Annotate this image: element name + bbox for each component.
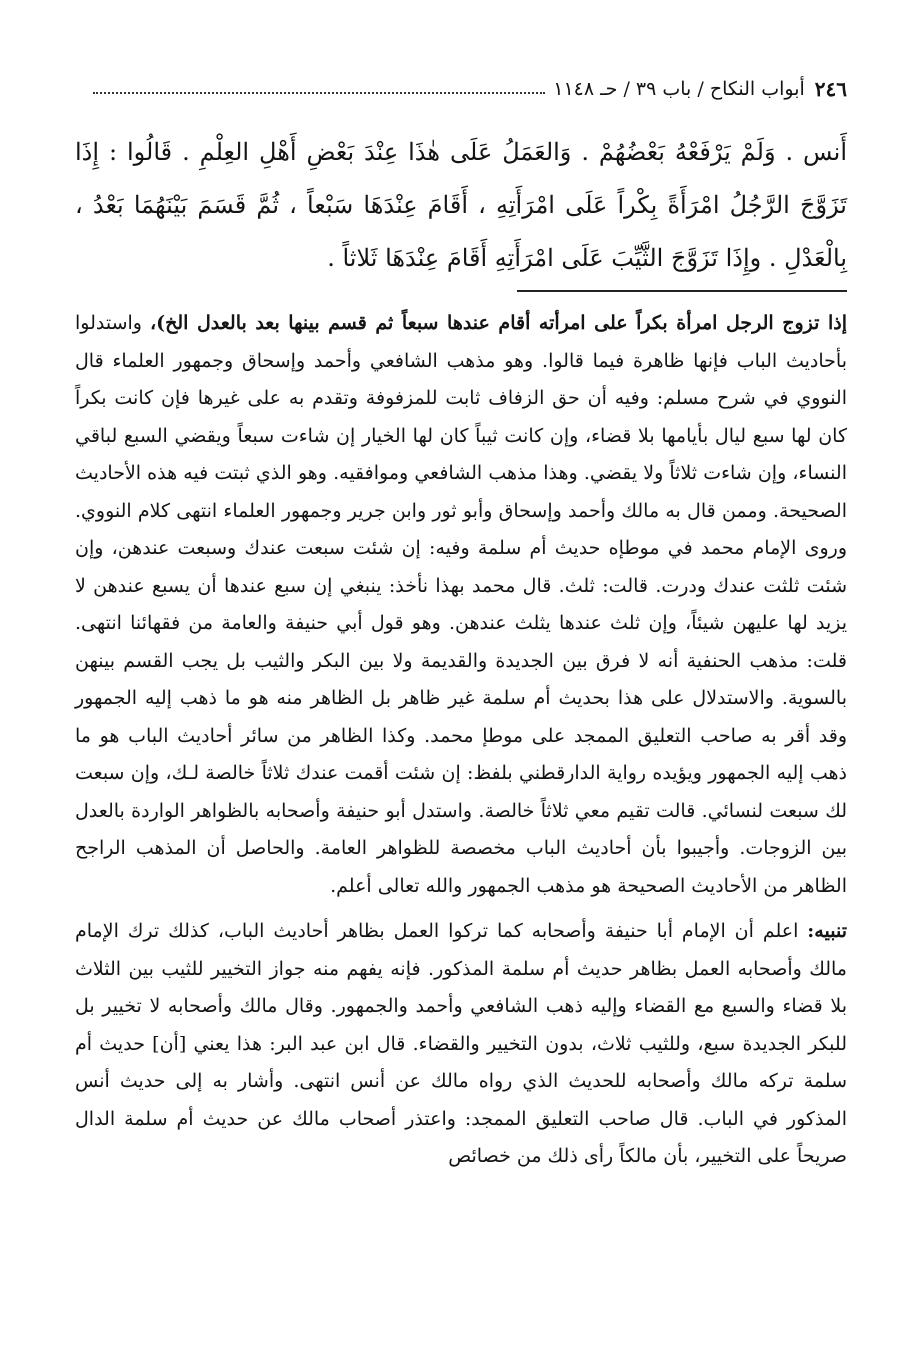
chapter-title: أبواب النكاح / باب ٣٩ / حـ ١١٤٨ [553, 78, 805, 100]
commentary-block [75, 305, 847, 1176]
running-header [75, 72, 847, 106]
hadith-text-block [75, 126, 847, 285]
chapter-title-row [85, 78, 805, 100]
commentary-lemma: إذا تزوج الرجل امرأة بكراً على امرأته أقام عندها سبعاً ثم قسم بينها بعد بالعدل الخ)، [149, 312, 847, 334]
book-page [75, 58, 847, 1328]
hadith-paragraph: أَنس . وَلَمْ يَرْفَعْهُ بَعْضُهُمْ . وَالعَمَلُ عَلَى هٰذَا عِنْدَ بَعْضِ أَهْلِ العِلْمِ . قَالُوا : إِذَا تَزَوَّجَ الرَّجُلُ امْرَأَةً بِكْراً عَلَى امْرَأَتِهِ ، أَقَامَ عِنْدَهَا سَبْعاً ، ثُمَّ قَسَمَ بَيْنَهُمَا بَعْدُ ، بِالْعَدْلِ . وإِذَا تَزَوَّجَ الثَّيِّبَ عَلَى امْرَأَتِهِ أَقَامَ عِنْدَهَا ثَلاثاً . [75, 138, 847, 272]
footnote-separator [517, 290, 847, 292]
page-number: ٢٤٦ [814, 77, 847, 101]
leader-dots [93, 84, 545, 94]
note-label: تنبيه: [807, 920, 847, 942]
commentary-paragraph-2-text: اعلم أن الإمام أبا حنيفة وأصحابه كما تركوا العمل بظاهر أحاديث الباب، كذلك ترك الإمام مالك وأصحابه العمل بظاهر حديث أم سلمة المذكور. فإنه يفهم منه جواز التخيير للثيب بين الثلاث بلا قضاء والسبع مع القضاء وإليه ذهب الشافعي وأحمد والجمهور. وقال مالك وأصحابه لا تخيير بل للبكر الجديدة سبع، وللثيب ثلاث، بدون التخيير والقضاء. قال ابن عبد البر: هذا يعني [أن] حديث أم سلمة تركه مالك وأصحابه للحديث الذي رواه مالك عن أنس انتهى. وأشار به إلى حديث أنس المذكور في الباب. قال صاحب التعليق الممجد: واعتذر أصحاب مالك عن حديث أم سلمة الدال صريحاً على التخيير، بأن مالكاً رأى ذلك من خصائص [75, 920, 847, 1167]
commentary-paragraph-1-text: واستدلوا بأحاديث الباب فإنها ظاهرة فيما قالوا. وهو مذهب الشافعي وأحمد وإسحاق وجمهور العلماء قال النووي في شرح مسلم: وفيه أن حق الزفاف ثابت للمزفوفة وتقدم به على غيرها فإن كانت بكراً كان لها سبع ليال بأيامها بلا قضاء، وإن كانت ثيباً كان لها الخيار إن شاءت سبعاً ويقضي السبع لباقي النساء، وإن شاءت ثلاثاً ولا يقضي. وهذا مذهب الشافعي وموافقيه. وهو الذي ثبتت فيه هذه الأحاديث الصحيحة. وممن قال به مالك وأحمد وإسحاق وأبو ثور وابن جرير وجمهور العلماء انتهى كلام النووي. وروى الإمام محمد في موطإه حديث أم سلمة وفيه: إن شئت سبعت عندك وسبعت عندهن، وإن شئت ثلثت عندك ودرت. قالت: ثلث. قال محمد بهذا نأخذ: ينبغي إن سبع عندها أن يسبع عندهن لا يزيد لها عليهن شيئاً، وإن ثلث عندها يثلث عندهن. وهو قول أبي حنيفة والعامة من فقهائنا انتهى. قلت: مذهب الحنفية أنه لا فرق بين الجديدة والقديمة ولا بين البكر والثيب بل يجب القسم بينهن بالسوية. والاستدلال على هذا بحديث أم سلمة غير ظاهر بل الظاهر منه هو ما ذهب إليه الجمهور وقد أقر به صاحب التعليق الممجد على موطإ محمد. وكذا الظاهر من سائر أحاديث الباب هو ما ذهب إليه الجمهور ويؤيده رواية الدارقطني بلفظ: إن شئت أقمت عندك ثلاثاً خالصة لـك، وإن سبعت لك سبعت لنسائي. قالت تقيم معي ثلاثاً خالصة. واستدل أبو حنيفة وأصحابه بالظواهر الواردة بالعدل بين الزوجات. وأجيبوا بأن أحاديث الباب مخصصة للظواهر العامة. والحاصل أن المذهب الراجح الظاهر من الأحاديث الصحيحة هو مذهب الجمهور والله تعالى أعلم. [75, 312, 847, 897]
commentary-paragraph-1 [75, 305, 847, 905]
commentary-paragraph-2 [75, 913, 847, 1176]
